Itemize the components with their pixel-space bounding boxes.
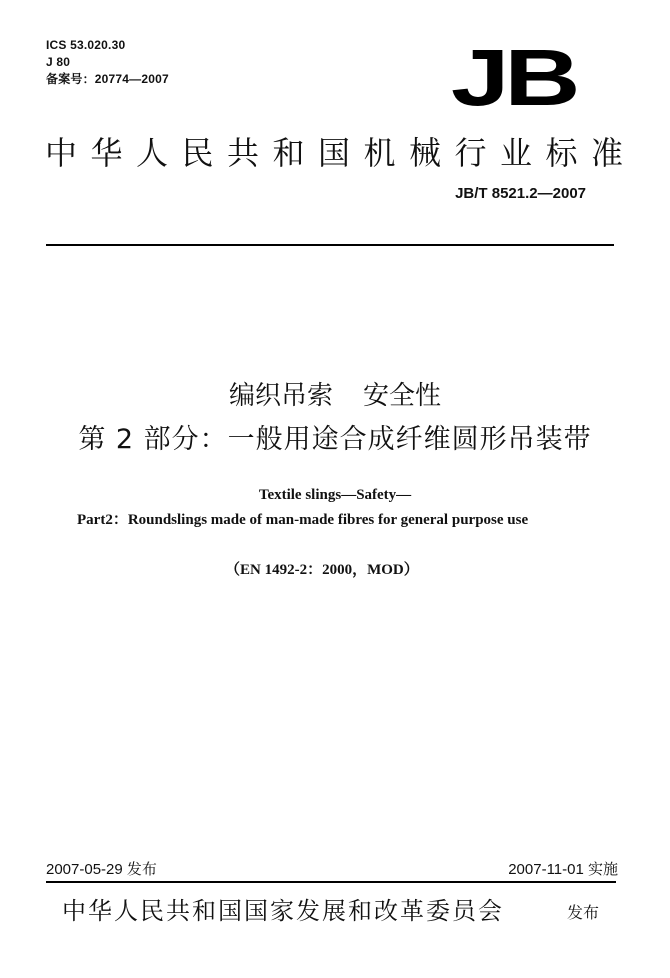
ics-code: ICS 53.020.30 <box>46 38 126 52</box>
chinese-title-line-2: 第 2 部分：一般用途合成纤维圆形吊装带 <box>78 424 592 455</box>
issuer-suffix: 发布 <box>567 903 600 922</box>
english-title-line-2: Part2：Roundslings made of man-made fibres for general purpose use <box>77 512 529 528</box>
english-title-line-1: Textile slings—Safety— <box>258 487 412 503</box>
title-part-a: 编织吊索 <box>228 381 333 411</box>
classification-code: J 80 <box>46 55 71 69</box>
standard-number: JB/T 8521.2—2007 <box>455 185 586 202</box>
record-number: 备案号：20774—2007 <box>46 72 169 86</box>
footer-rule <box>46 881 616 883</box>
publish-date: 2007-05-29 发布 <box>46 861 157 878</box>
title-part-b: 安全性 <box>363 381 442 411</box>
header-rule <box>46 244 614 246</box>
chinese-title-line-1 <box>0 380 670 412</box>
implementation-date: 2007-11-01 实施 <box>508 861 618 878</box>
issuing-authority: 中华人民共和国国家发展和改革委员会 <box>62 897 504 925</box>
equivalence-note: （EN 1492-2：2000，MOD） <box>225 562 419 578</box>
jb-logo: JB <box>450 33 575 122</box>
industry-standard-title: 中华人民共和国机械行业标准 <box>45 134 637 172</box>
